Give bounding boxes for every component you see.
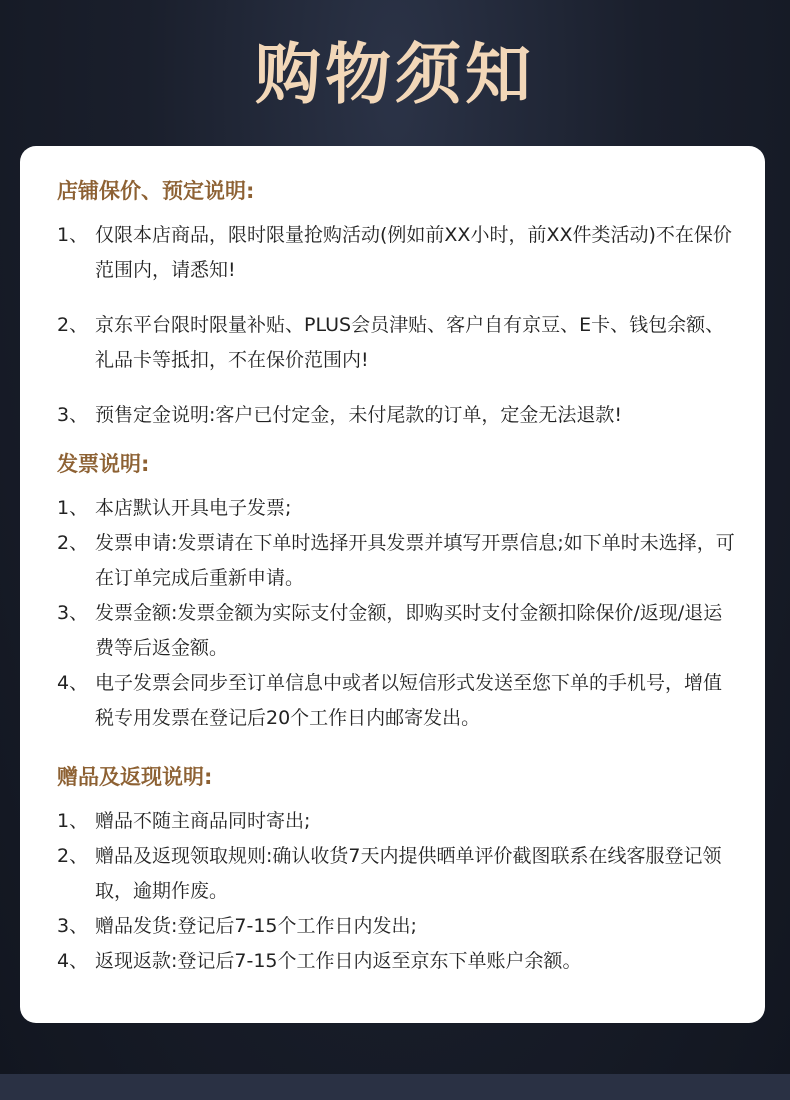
item-number: 4、 [57, 672, 89, 694]
item-text: 赠品发货:登记后7-15个工作日内发出; [95, 915, 417, 937]
item-text: 发票金额:发票金额为实际支付金额，即购买时支付金额扣除保价/返现/退运费等后返金额。 [95, 602, 723, 659]
item-text: 本店默认开具电子发票; [95, 497, 292, 519]
item-number: 2、 [57, 532, 89, 554]
list-item [57, 308, 737, 378]
list-item [57, 526, 737, 596]
item-number: 2、 [57, 845, 89, 867]
item-number: 1、 [57, 810, 89, 832]
list-item [57, 218, 737, 288]
section-invoice [57, 449, 737, 736]
page-title: 购物须知 [255, 36, 535, 113]
item-number: 1、 [57, 497, 89, 519]
list-item [57, 398, 737, 433]
item-number: 2、 [57, 314, 89, 336]
item-number: 3、 [57, 404, 89, 426]
item-text: 赠品及返现领取规则:确认收货7天内提供晒单评价截图联系在线客服登记领取，逾期作废。 [95, 845, 722, 902]
bottom-strip [0, 1074, 790, 1100]
list-item [57, 596, 737, 666]
list-item [57, 909, 737, 944]
list-item [57, 839, 737, 909]
section-heading: 赠品及返现说明: [57, 765, 213, 789]
item-number: 3、 [57, 602, 89, 624]
item-text: 发票申请:发票请在下单时选择开具发票并填写开票信息;如下单时未选择，可在订单完成后重新申请。 [95, 532, 735, 589]
section-heading: 店铺保价、预定说明: [57, 179, 255, 203]
list-item [57, 804, 737, 839]
list-item [57, 944, 737, 979]
item-text: 仅限本店商品，限时限量抢购活动(例如前XX小时，前XX件类活动)不在保价范围内，请悉知! [95, 224, 732, 281]
item-text: 电子发票会同步至订单信息中或者以短信形式发送至您下单的手机号，增值税专用发票在登记后20个工作日内邮寄发出。 [95, 672, 723, 729]
item-number: 4、 [57, 950, 89, 972]
list-item [57, 491, 737, 526]
section-gifts-cashback [57, 762, 737, 979]
list-item [57, 666, 737, 736]
item-text: 预售定金说明:客户已付定金，未付尾款的订单，定金无法退款! [95, 404, 623, 426]
item-number: 1、 [57, 224, 89, 246]
item-text: 京东平台限时限量补贴、PLUS会员津贴、客户自有京豆、E卡、钱包余额、礼品卡等抵扣，不在保价范围内! [95, 314, 725, 371]
item-number: 3、 [57, 915, 89, 937]
notice-card [20, 146, 765, 1023]
item-text: 返现返款:登记后7-15个工作日内返至京东下单账户余额。 [95, 950, 582, 972]
section-price-protection [57, 176, 737, 433]
item-text: 赠品不随主商品同时寄出; [95, 810, 311, 832]
section-heading: 发票说明: [57, 452, 150, 476]
